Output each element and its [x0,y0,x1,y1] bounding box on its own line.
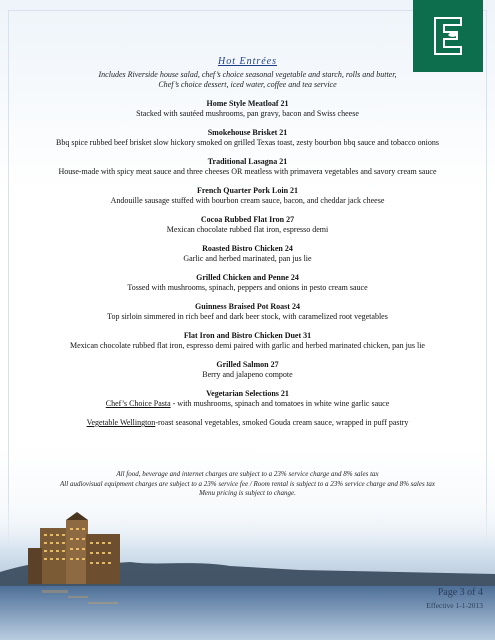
item-description: House-made with spicy meat sauce and three cheeses OR meatless with primavera vegetables and savory cream sauce [58,167,437,176]
item-description: Tossed with mushrooms, spinach, peppers and onions in pesto cream sauce [127,283,368,292]
footer-note: All food, beverage and internet charges are subject to a 23% service charge and 8% sales tax [116,470,379,478]
vegetarian-option-label: Vegetable Wellington [86,418,156,427]
item-name: Vegetarian Selections 21 [206,389,289,398]
menu-item [0,99,495,119]
footer-notes [0,470,495,499]
footer-note: Menu pricing is subject to change. [199,489,296,497]
vegetarian-option-desc: -roast seasonal vegetables, smoked Gouda cream sauce, wrapped in puff pastry [155,418,409,427]
item-description: Berry and jalapeno compote [202,370,293,379]
page-number: Page 3 of 4 [437,587,483,598]
footer-note: All audiovisual equipment charges are subject to a 23% service fee / Room rental is subject to a 23% service charge and 8% sales tax [60,479,435,488]
vegetarian-option [0,418,495,428]
item-description: Andouille sausage stuffed with bourbon cream sauce, bacon, and cheddar jack cheese [110,196,385,205]
hotel-scene-illustration [0,500,495,640]
item-name: Grilled Chicken and Penne 24 [196,273,299,282]
menu-item [0,273,495,293]
item-name: Grilled Salmon 27 [216,360,279,369]
menu-item-vegetarian [0,389,495,428]
item-name: Cocoa Rubbed Flat Iron 27 [200,215,295,224]
intro-line: Includes Riverside house salad, chef’s choice seasonal vegetable and starch, rolls and butter, [98,70,397,79]
menu-item [0,331,495,351]
menu-item [0,360,495,380]
item-name: Flat Iron and Bistro Chicken Duet 31 [183,331,312,340]
vegetarian-option-label: Chef’s Choice Pasta [105,399,171,408]
item-name: Smokehouse Brisket 21 [207,128,288,137]
hotel-riverside-photo [0,500,495,640]
item-name: Guinness Braised Pot Roast 24 [195,302,300,311]
item-name: Traditional Lasagna 21 [207,157,288,166]
menu-item [0,157,495,177]
item-description: Stacked with sautéed mushrooms, pan gravy, bacon and Swiss cheese [136,109,359,118]
item-name: French Quarter Pork Loin 21 [196,186,299,195]
menu-item [0,244,495,264]
item-name: Home Style Meatloaf 21 [206,99,289,108]
item-name: Roasted Bistro Chicken 24 [202,244,293,253]
item-description: Top sirloin simmered in rich beef and dark beer stock, with caramelized root vegetables [107,312,388,321]
menu-item [0,215,495,235]
intro-line: Chef’s choice dessert, iced water, coffee and tea service [158,80,337,89]
logo-e-icon [422,10,474,62]
item-description: Mexican chocolate rubbed flat iron, espresso demi paired with garlic and herbed marinated chicken, pan jus lie [70,341,425,350]
vegetarian-option-desc: - with mushrooms, spinach and tomatoes in white wine garlic sauce [170,399,390,408]
menu-item [0,128,495,148]
item-description: Bbq spice rubbed beef brisket slow hickory smoked on grilled Texas toast, zesty bourbon bbq sauce and tobacco onions [56,138,439,147]
section-title: Hot Entrées [217,56,278,67]
item-description: Mexican chocolate rubbed flat iron, espresso demi [166,225,329,234]
item-description: Garlic and herbed marinated, pan jus lie [183,254,312,263]
menu-item [0,302,495,322]
vegetarian-option [0,399,495,409]
effective-date: Effective 1-1-2013 [426,601,483,610]
menu-content [0,56,495,428]
menu-item [0,186,495,206]
